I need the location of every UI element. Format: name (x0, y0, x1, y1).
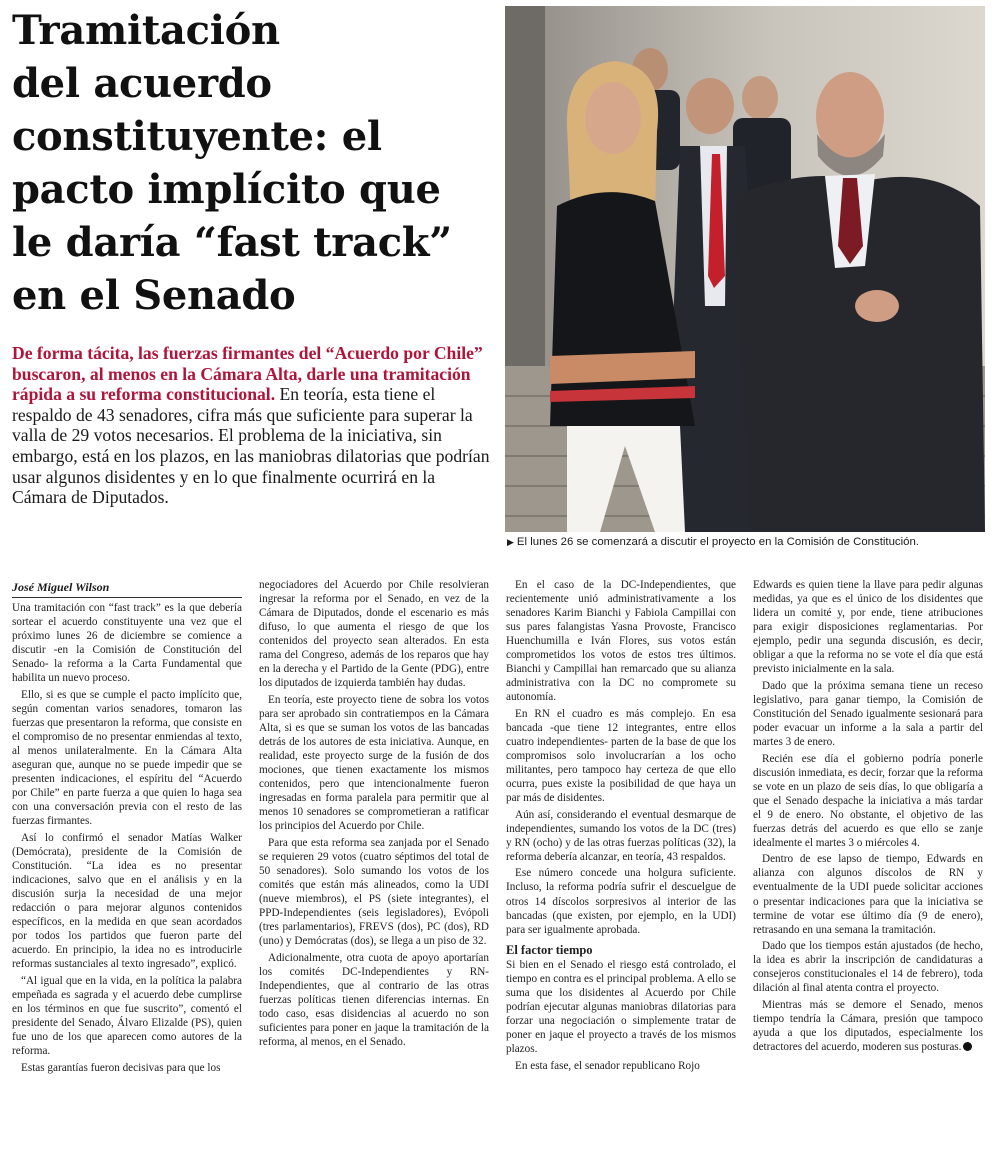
article-photo (505, 6, 985, 532)
paragraph: Dado que los tiempos están ajustados (de hecho, la idea es abrir la inscripción de candidaturas a consejeros constitucionales el 14 de febrero), toda dilación al final atenta contra el proyecto. (753, 940, 983, 995)
article-deck (12, 343, 490, 508)
headline-line: en el Senado (12, 272, 296, 319)
article-column-3 (506, 578, 736, 1075)
photo-illustration (505, 6, 985, 532)
paragraph: Para que esta reforma sea zanjada por el Senado se requieren 29 votos (cuatro séptimos del total de 50 senadores). Solo sumando los votos de los comités que están más alineados, como la UDI (nueve miembros), el PS (siete integrantes), el PPD-Independientes (seis legisladores), Evópoli (tres parlamentarios), FREVS (dos), PC (dos), RD (uno) y Demócratas (dos), se llega a un piso de 32. (259, 836, 489, 948)
paragraph: “Al igual que en la vida, en la política la palabra empeñada es sagrada y el acuerdo debe cumplirse en los términos en que fue suscrito”, comentó el presidente del Senado, Álvaro Elizalde (PS), quien fue uno de los que aparecen como autores de la reforma. (12, 974, 242, 1057)
paragraph: En RN el cuadro es más complejo. En esa bancada -que tiene 12 integrantes, entre ellos cuatro independientes- parten de la base de que los compromisos solo involucrarían a los ocho militantes, pero tampoco hay certeza de que ello ocurra, pues existe la posibilidad de que haya un par más de disidentes. (506, 707, 736, 805)
headline-line: constituyente: el (12, 113, 382, 160)
headline-line: del acuerdo (12, 60, 272, 107)
paragraph: En esta fase, el senador republicano Rojo (515, 1059, 700, 1072)
paragraph: Así lo confirmó el senador Matías Walker (Demócrata), presidente de la Comisión de Constitución. “La idea es no presentar indicaciones, salvo que en el análisis y en la discusión surja la necesidad de una mejor redacción o para mejorar algunos contenidos específicos, en la medida en que sean acordados por todos los partidos que fueron parte del acuerdo. En principio, la idea no es introducirle reformas sustanciales al texto ingresado”, explicó. (12, 831, 242, 971)
paragraph: Dado que la próxima semana tiene un receso legislativo, para ganar tiempo, la Comisión de Constitución del Senado igualmente sesionará para poder evacuar un informe a la sala a partir del martes 3 de enero. (753, 679, 983, 749)
headline-line: Tramitación (12, 7, 280, 54)
paragraph: Aún así, considerando el eventual desmarque de independientes, sumando los votos de la DC (tres) y RN (ocho) y de las otras fuerzas políticas (32), la reforma debería alcanzar, en teoría, 43 respaldos. (506, 808, 736, 863)
byline: José Miguel Wilson (12, 580, 242, 598)
headline-line: le daría “fast track” (12, 219, 452, 266)
paragraph: Si bien en el Senado el riesgo está controlado, el tiempo en contra es el principal problema. A ello se suma que los disidentes al Acuerdo por Chile podrían ejecutar algunas maniobras dilatorias para forzar una negociación o simplemente tratar de poner en jaque el proyecto a través de los mismos plazos. (506, 958, 736, 1055)
paragraph: En el caso de la DC-Independientes, que recientemente unió administrativamente a los senadores Karim Bianchi y Fabiola Campillai con sus pares falangistas Yasna Provoste, Francisco Huenchumilla e Iván Flores, sus votos están comprometidos los votos de estos tres últimos. Bianchi y Campillai han remarcado que su alianza administrativa con la DC no compromete su autonomía. (506, 579, 736, 704)
end-mark-icon (963, 1042, 972, 1051)
paragraph: Estas garantías fueron decisivas para que los (21, 1061, 221, 1074)
deck-lead: De forma tácita, las fuerzas firmantes del “Acuerdo por Chile” buscaron, al menos en la Cámara Alta, darle una tramitación rápida a su reforma constitucional. (12, 343, 483, 405)
headline-line: pacto implícito que (12, 166, 441, 213)
paragraph: negociadores del Acuerdo por Chile resolvieran ingresar la reforma por el Senado, en vez de la Cámara de Diputados, donde el escenario es más difuso, lo que aumenta el riesgo de que los contenidos del proyecto sean alterados. En esta rama del Congreso, además de los reparos que hay en la derecha y el Partido de la Gente (PDG), entre los diputados de izquierda también hay dudas. (259, 579, 489, 690)
caption-text: El lunes 26 se comenzará a discutir el proyecto en la Comisión de Constitución. (516, 536, 919, 548)
article-column-4 (753, 578, 983, 1057)
caption-marker-icon: ▶ (507, 537, 514, 547)
paragraph: Ello, si es que se cumple el pacto implícito que, según comentan varios senadores, tomaron las fuerzas que presentaron la reforma, que consiste en el compromiso de no presentar enmiendas al texto, al menos unilateralmente. En la Cámara Alta aseguran que, aunque no se puede impedir que se presenten indicaciones, el espíritu del “Acuerdo por Chile” en parte fuerza a que quien lo haga sea con una conversación previa con el resto de las fuerzas firmantes. (12, 688, 242, 828)
article-column-1 (12, 601, 242, 1077)
paragraph: En teoría, este proyecto tiene de sobra los votos para ser aprobado sin contratiempos en la Cámara Alta, si es que se suman los votos de las bancadas detrás de los autores de esta iniciativa. Aunque, en realidad, este proyecto surge de la fusión de dos mociones, que tienen exactamente los mismos contenidos, pero que intencionalmente fueron ingresadas en forma paralela para permitir que al menos 10 senadores se comprometieran a ratificar los principios del Acuerdo por Chile. (259, 693, 489, 833)
paragraph: Una tramitación con “fast track” es la que debería sortear el acuerdo constituyente una vez que el próximo lunes 26 de diciembre se comience a discutir -en la Comisión de Constitución del Senado- la reforma a la Carta Fundamental que habilita un nuevo proceso. (12, 602, 242, 685)
paragraph: Edwards es quien tiene la llave para pedir algunas medidas, ya que es el único de los disidentes que lidera un comité y, por ende, tiene atribuciones para exigir disposiciones reglamentarias. Por ejemplo, pedir una segunda discusión, es decir, obligar a que la reforma no se vote el día que está previsto inicialmente en la sala. (753, 579, 983, 676)
paragraph: Recién ese día el gobierno podría ponerle discusión inmediata, es decir, forzar que la reforma se vote en un plazo de seis días, lo que obligaría a que el Senado despache la iniciativa a más tardar el 9 de enero. No obstante, el objetivo de las fuerzas detrás del acuerdo es que ello se zanje idealmente el martes 3 o miércoles 4. (753, 752, 983, 849)
paragraph: Ese número concede una holgura suficiente. Incluso, la reforma podría sufrir el descuelgue de otros 14 díscolos sorpresivos al interior de las bancadas (que existen, por ejemplo, en la UDI) para ser igualmente aprobada. (506, 867, 736, 936)
subheading: El factor tiempo (506, 942, 593, 957)
article-column-2 (259, 578, 489, 1052)
last-paragraph (753, 998, 983, 1054)
headline (12, 4, 490, 322)
paragraph: Dentro de ese lapso de tiempo, Edwards en alianza con algunos díscolos de RN y eventualmente de la UDI puede solicitar acciones o presentar indicaciones para que la iniciativa se termine de votar ese último día (9 de enero), retrasando en una semana la tramitación. (753, 853, 983, 936)
paragraph-text: Mientras más se demore el Senado, menos tiempo tendría la Cámara, presión que tampoco ayuda a que los diputados, especialmente los detractores del acuerdo, moderen sus posturas. (753, 998, 983, 1053)
paragraph: Adicionalmente, otra cuota de apoyo aportarían los comités DC-Independientes y RN-Independientes, que al contrario de las otras fuerzas políticas tienen diferencias internas. En todo caso, esas disidencias al acuerdo no son suficientes para poner en jaque la tramitación de la reforma, al menos, en el Senado. (259, 951, 489, 1048)
photo-caption (507, 534, 987, 550)
deck-body: En teoría, esta tiene el respaldo de 43 senadores, cifra más que suficiente para superar la valla de 29 votos necesarios. El problema de la iniciativa, sin embargo, está en los plazos, en las maniobras dilatorias que podrían usar algunos disidentes y en lo que finalmente ocurrirá en la Cámara de Diputados. (12, 384, 490, 508)
